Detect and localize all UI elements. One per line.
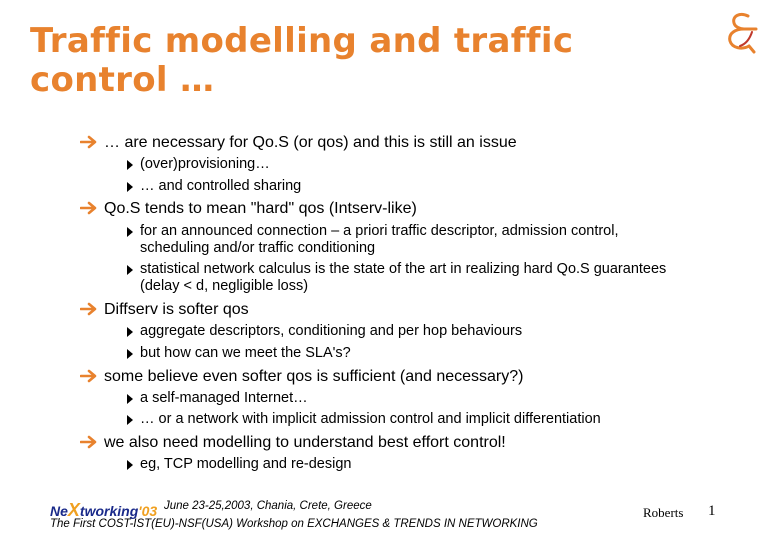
sub-bullet-text: a self-managed Internet… <box>140 390 308 406</box>
bullet-text: Qo.S tends to mean "hard" qos (Intserv-like) <box>104 200 417 217</box>
arrow-right-icon <box>80 300 104 321</box>
triangle-bullet-icon <box>127 182 133 192</box>
brand-ne: Ne <box>50 503 68 519</box>
bullet-item <box>80 367 523 388</box>
triangle-bullet-icon <box>127 394 133 404</box>
sub-bullet-text: … and controlled sharing <box>140 178 302 194</box>
bullet-text: Diffserv is softer qos <box>104 301 249 318</box>
arrow-right-icon <box>80 133 104 154</box>
sub-bullet-item <box>127 223 687 257</box>
author-name: Roberts <box>643 505 684 520</box>
conference-subtitle: The First COST-IST(EU)-NSF(USA) Workshop on EXCHANGES & TRENDS IN NETWORKING <box>50 518 538 530</box>
bullet-text: we also need modelling to understand best effort control! <box>104 434 506 451</box>
sub-bullet-item <box>127 156 687 173</box>
sub-bullet-text: (over)provisioning… <box>140 156 270 172</box>
arrow-right-icon <box>80 367 104 388</box>
triangle-bullet-icon <box>127 349 133 359</box>
sub-bullet-item <box>127 411 687 428</box>
brand-year: '03 <box>138 503 158 519</box>
bullet-item <box>80 300 249 321</box>
page-number: 1 <box>708 503 716 519</box>
sub-bullet-item <box>127 390 687 407</box>
sub-bullet-item <box>127 345 687 362</box>
sub-bullet-text: aggregate descriptors, conditioning and per hop behaviours <box>140 323 523 339</box>
triangle-bullet-icon <box>127 415 133 425</box>
sub-bullet-text: statistical network calculus is the state of the art in realizing hard Qo.S guarantees (delay < d, negligible loss) <box>140 261 667 294</box>
arrow-right-icon <box>80 433 104 454</box>
sub-bullet-item <box>127 323 687 340</box>
slide-title: Traffic modelling and traffic control … <box>30 21 574 100</box>
sub-bullet-text: but how can we meet the SLA's? <box>140 345 351 361</box>
brand-rest: tworking <box>79 503 139 519</box>
bullet-item <box>80 433 506 454</box>
triangle-bullet-icon <box>127 327 133 337</box>
sub-bullet-item <box>127 456 687 473</box>
arrow-right-icon <box>80 199 104 220</box>
sub-bullet-text: for an announced connection – a priori traffic descriptor, admission control, scheduling and/or traffic conditioning <box>140 223 619 256</box>
bullet-item <box>80 199 417 220</box>
sub-bullet-item <box>127 261 687 295</box>
sub-bullet-item <box>127 178 687 195</box>
bullet-item <box>80 133 517 154</box>
triangle-bullet-icon <box>127 265 133 275</box>
bullet-text: … are necessary for Qo.S (or qos) and this is still an issue <box>104 134 517 151</box>
brand-x: X <box>67 500 80 520</box>
sub-bullet-text: eg, TCP modelling and re-design <box>140 456 352 472</box>
triangle-bullet-icon <box>127 460 133 470</box>
bullet-text: some believe even softer qos is sufficient (and necessary?) <box>104 368 524 385</box>
conference-dates: June 23-25,2003, Chania, Crete, Greece <box>164 500 372 512</box>
triangle-bullet-icon <box>127 160 133 170</box>
sub-bullet-text: … or a network with implicit admission control and implicit differentiation <box>140 411 601 427</box>
triangle-bullet-icon <box>127 227 133 237</box>
